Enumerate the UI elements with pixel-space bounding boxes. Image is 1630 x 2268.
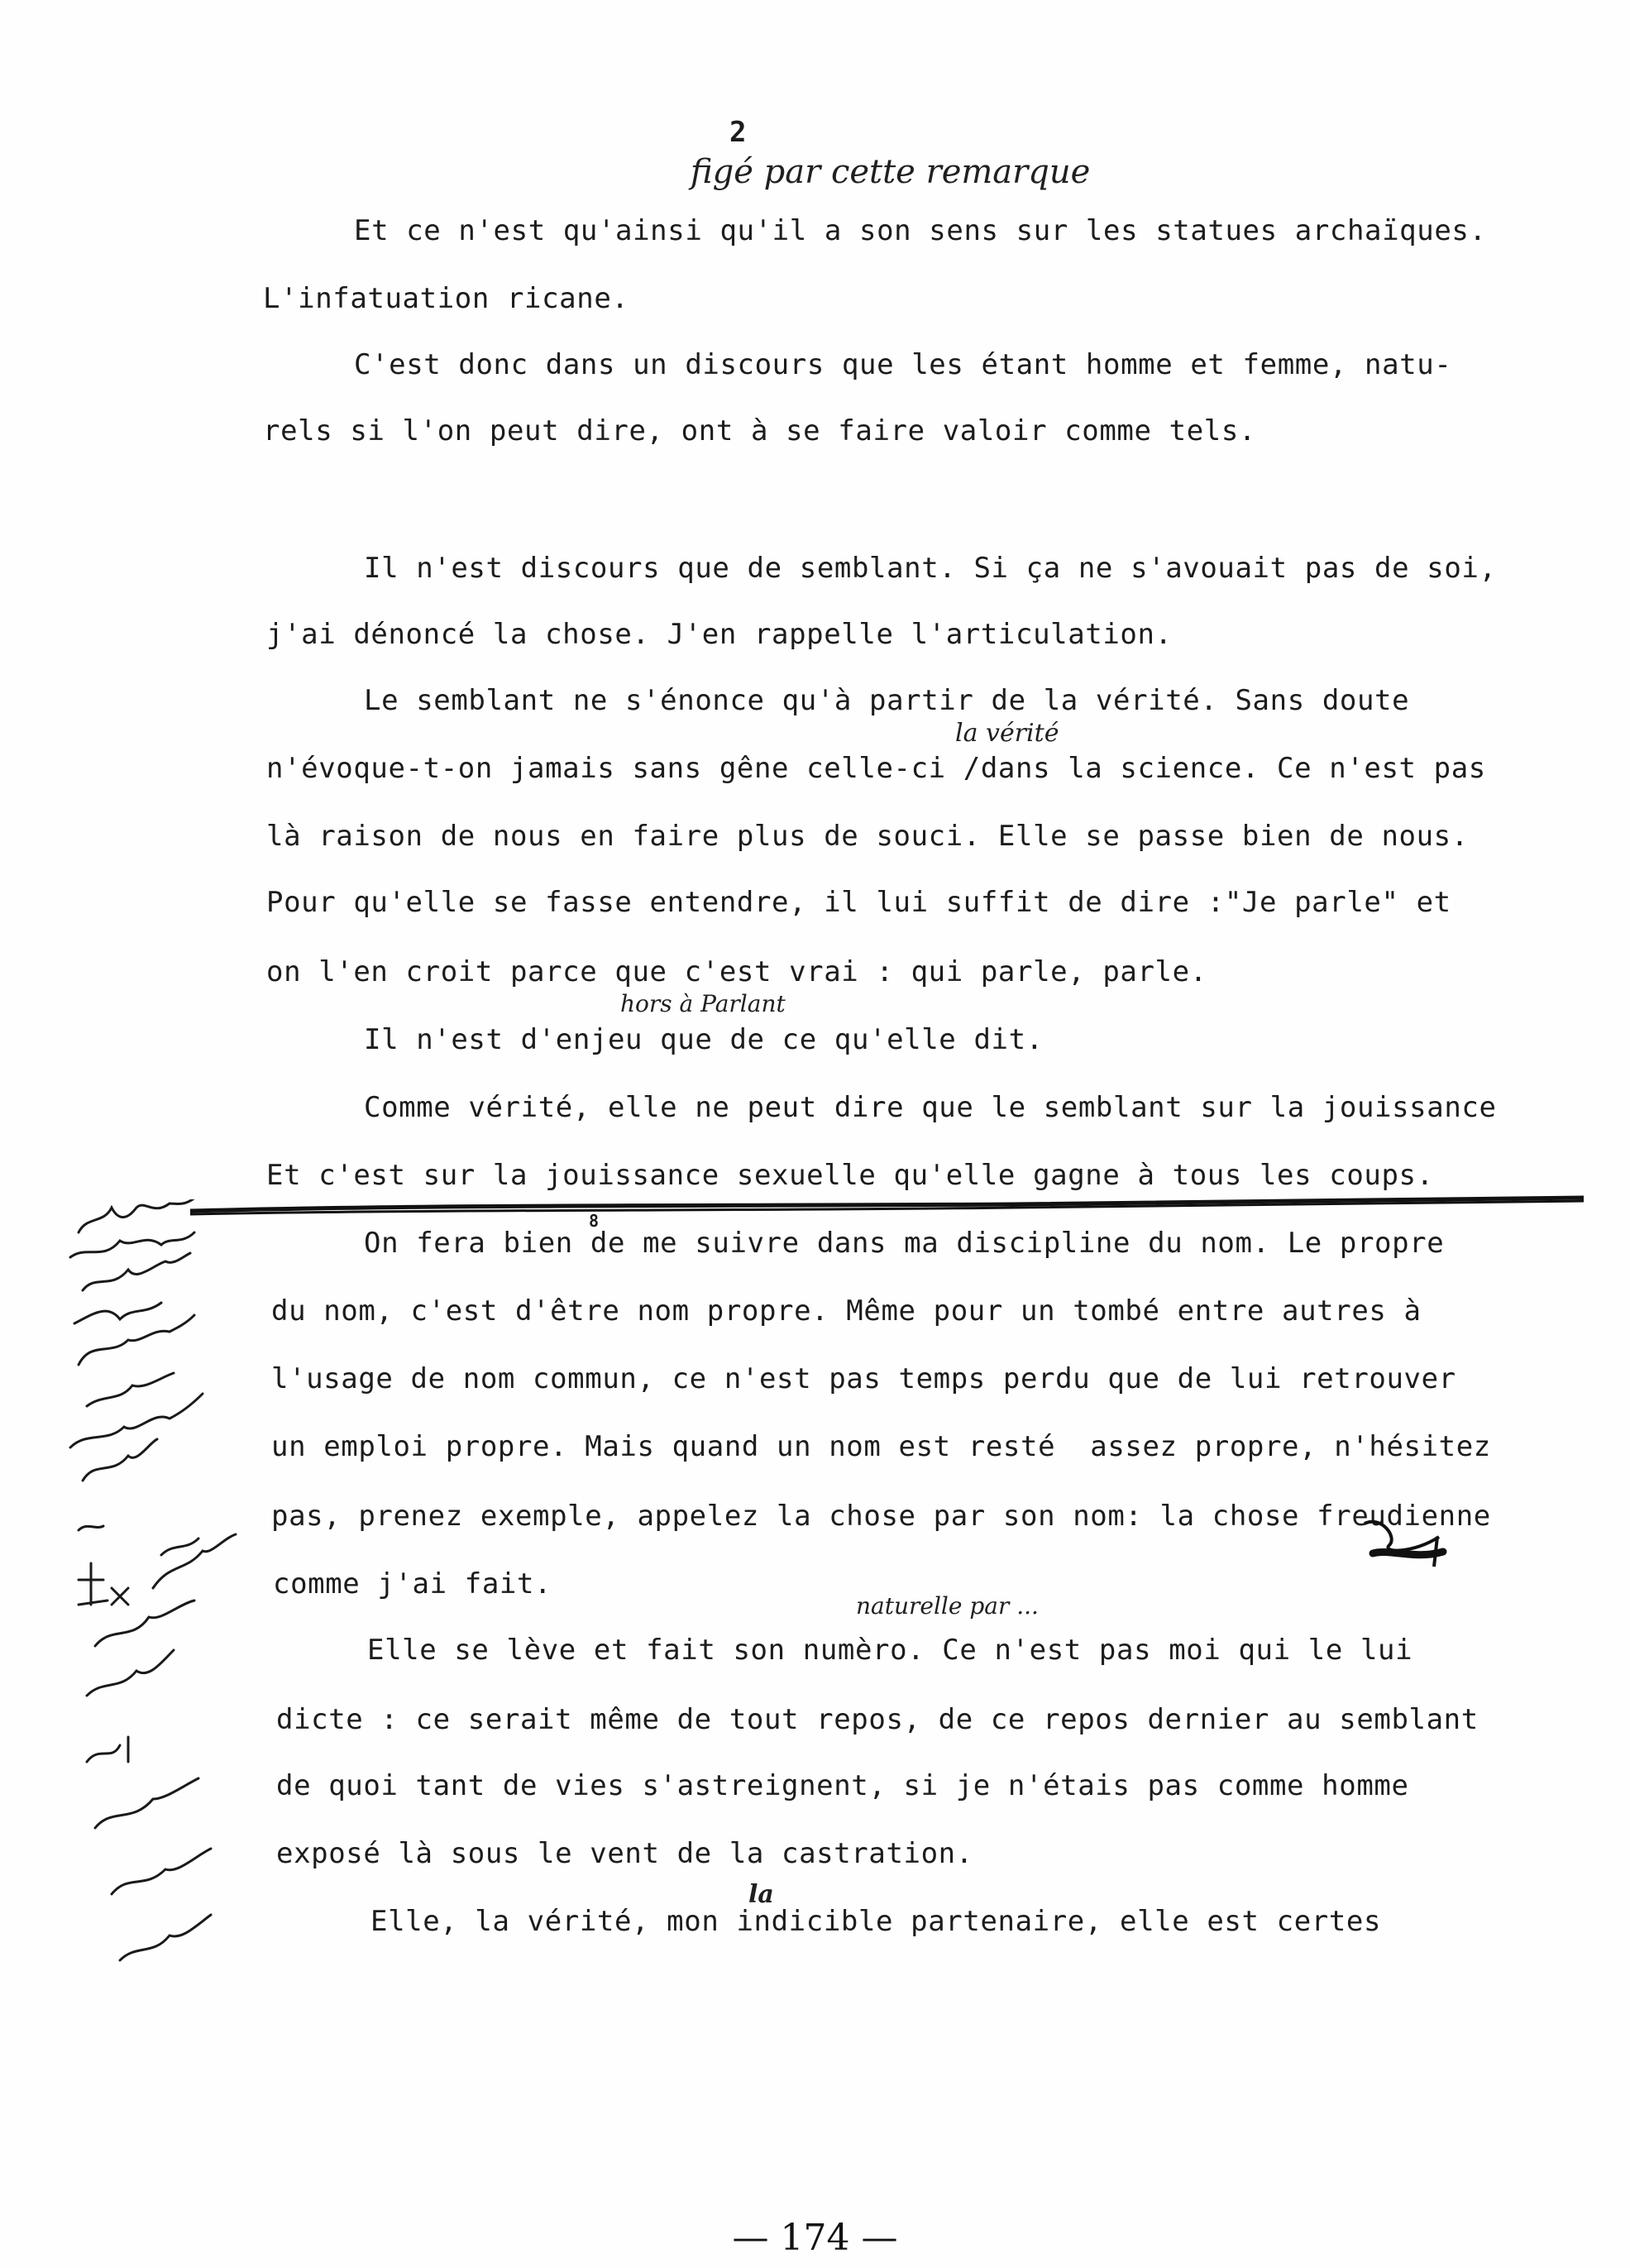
text-line-4: rels si l'on peut dire, ont à se faire valoir comme tels. — [263, 414, 1256, 447]
text-line-18: un emploi propre. Mais quand un nom est resté assez propre, n'hésitez — [271, 1430, 1491, 1463]
text-line-21: Elle se lève et fait son numèro. Ce n'est pas moi qui le lui — [367, 1634, 1413, 1667]
text-line-20: comme j'ai fait. — [273, 1567, 552, 1601]
ink-correction-scribble — [1356, 1512, 1456, 1570]
handwritten-annotation-right: naturelle par ... — [856, 1592, 1046, 1620]
text-line-12: Il n'est d'enjeu que de ce qu'elle dit. — [364, 1023, 1044, 1056]
text-line-23: de quoi tant de vies s'astreignent, si je n'étais pas comme homme — [276, 1769, 1409, 1802]
text-line-16: du nom, c'est d'être nom propre. Même pour un tombé entre autres à — [271, 1294, 1422, 1328]
text-line-22: dicte : ce serait même de tout repos, de ce repos dernier au semblant — [276, 1703, 1479, 1736]
text-line-5: Il n'est discours que de semblant. Si ça ne s'avouait pas de soi, — [364, 552, 1497, 585]
text-line-14: Et c'est sur la jouissance sexuelle qu'elle gagne à tous les coups. — [266, 1159, 1434, 1192]
text-line-17: l'usage de nom commun, ce n'est pas temps perdu que de lui retrouver — [271, 1362, 1456, 1395]
text-line-3: C'est donc dans un discours que les étant homme et femme, natu- — [354, 348, 1452, 381]
handwritten-annotation-top: figé par cette remarque — [691, 153, 1091, 191]
text-line-15: On fera bien de me suivre dans ma discipline du nom. Le propre — [364, 1227, 1445, 1260]
text-line-8: n'évoque-t-on jamais sans gêne celle-ci /dans la science. Ce n'est pas — [266, 752, 1486, 785]
text-line-1: Et ce n'est qu'ainsi qu'il a son sens sur les statues archaïques. — [354, 214, 1487, 247]
text-line-6: j'ai dénoncé la chose. J'en rappelle l'articulation. — [266, 618, 1173, 651]
handwritten-insert-la-verite: la vérité — [955, 719, 1059, 748]
footnote-marker: 8 — [589, 1211, 600, 1231]
page-number: 2 — [729, 116, 747, 149]
handwritten-correction-mon: la — [748, 1880, 774, 1909]
ink-rule — [186, 1193, 1592, 1226]
handwritten-insert-hors: hors à Parlant — [620, 990, 786, 1017]
text-line-19: pas, prenez exemple, appelez la chose par son nom: la chose freudienne — [271, 1500, 1491, 1533]
margin-handwriting — [62, 1199, 277, 2151]
text-line-24: exposé là sous le vent de la castration. — [276, 1837, 973, 1870]
text-line-25: Elle, la vérité, mon indicible partenaire, elle est certes — [370, 1905, 1382, 1938]
page-folio: — 174 — — [732, 2217, 898, 2259]
text-line-11: on l'en croit parce que c'est vrai : qui parle, parle. — [266, 955, 1207, 988]
text-line-10: Pour qu'elle se fasse entendre, il lui suffit de dire :"Je parle" et — [266, 886, 1451, 919]
text-line-7: Le semblant ne s'énonce qu'à partir de la vérité. Sans doute — [364, 684, 1410, 717]
text-line-13: Comme vérité, elle ne peut dire que le semblant sur la jouissance — [364, 1091, 1497, 1124]
text-line-9: là raison de nous en faire plus de souci. Elle se passe bien de nous. — [266, 820, 1469, 853]
text-line-2: L'infatuation ricane. — [263, 282, 629, 315]
